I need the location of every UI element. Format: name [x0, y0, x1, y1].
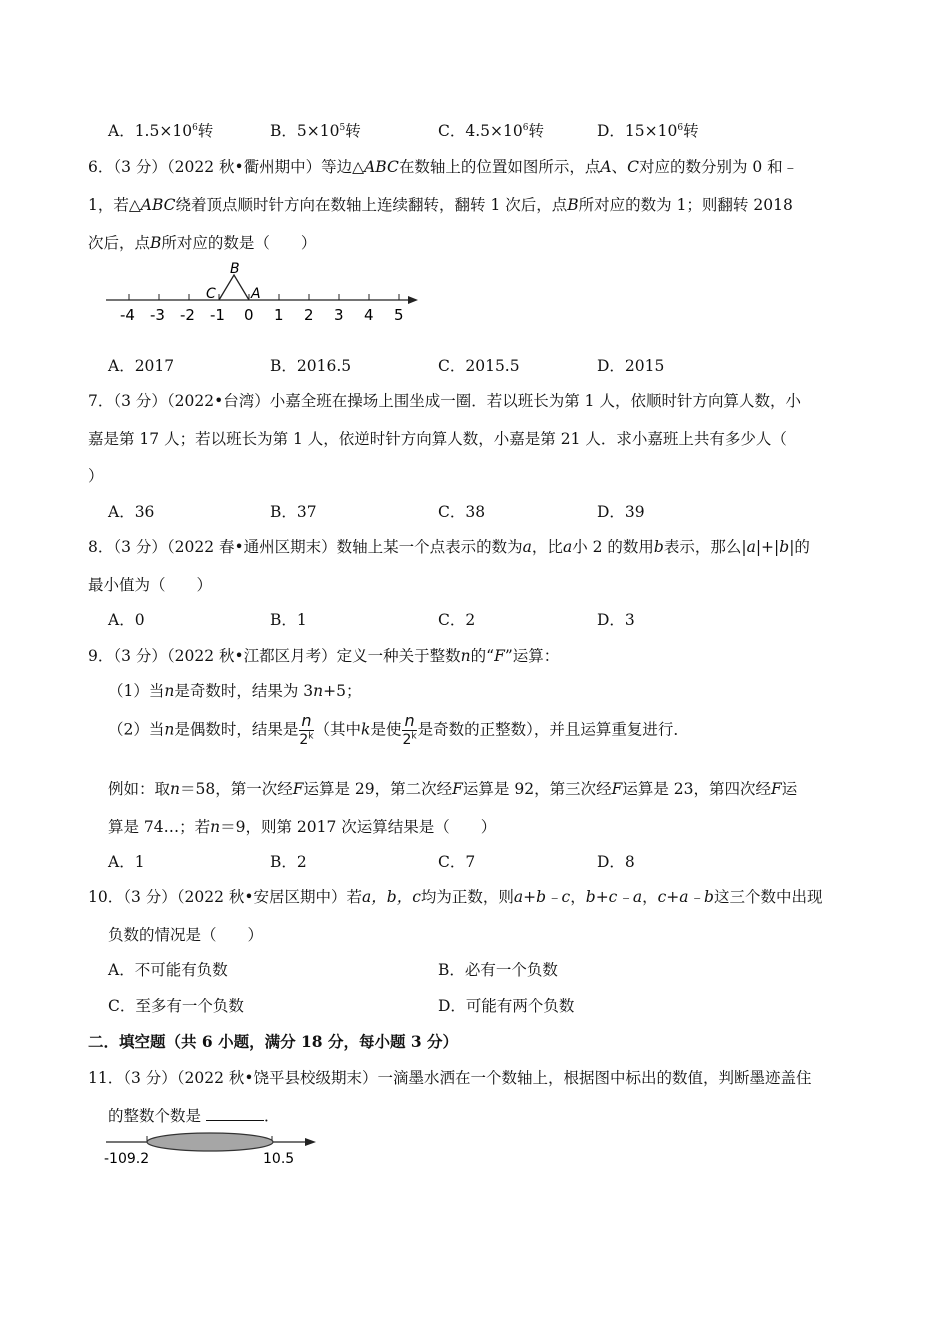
- q9-option-d: D．8: [597, 853, 635, 871]
- q6-option-b: B．2016.5: [270, 357, 352, 375]
- q8-option-b: B．1: [270, 611, 307, 629]
- q7-option-c: C．38: [438, 503, 486, 521]
- q6-option-d: D．2015: [597, 357, 665, 375]
- label-b: B: [230, 261, 240, 277]
- q6-line-3: 次后，点B所对应的数是（ ）: [88, 234, 317, 252]
- q8-line-2: 最小值为（ ）: [88, 576, 213, 594]
- q8-line-1: 8．（3 分）（2022 春•通州区期末）数轴上某一个点表示的数为a，比a小 2 的数用b表示，那么|a|+|b|的: [88, 538, 810, 556]
- q11-ink-figure: [100, 1130, 330, 1168]
- q6-line-2: 1，若△ABC绕着顶点顺时针方向在数轴上连续翻转，翻转 1 次后，点B所对应的数为 1；则翻转 2018: [88, 196, 793, 214]
- axis-arrow: [408, 296, 418, 304]
- q6-option-a: A．2017: [108, 357, 175, 375]
- section-2-heading: 二．填空题（共 6 小题，满分 18 分，每小题 3 分）: [88, 1032, 459, 1051]
- q7-option-d: D．39: [597, 503, 645, 521]
- q6-number-line-figure: [100, 258, 430, 328]
- tick-label: -2: [180, 306, 195, 324]
- q9-example-line-2: 算是 74…；若n＝9，则第 2017 次运算结果是（ ）: [108, 818, 497, 836]
- q5-option-d: D．$15\times 10^6$转: [597, 122, 699, 140]
- q9-option-a: A．1: [108, 853, 145, 871]
- q7-line-1: 7．（3 分）（2022•台湾）小嘉全班在操场上围坐成一圈．若以班长为第 1 人，依顺时针方向算人数，小: [88, 392, 801, 410]
- q6-option-c: C．2015.5: [438, 357, 520, 375]
- q6-line-1: 6．（3 分）（2022 秋•衢州期中）等边△ABC在数轴上的位置如图所示，点A、C对应的数分别为 0 和﹣: [88, 158, 799, 176]
- q10-line-1: 10．（3 分）（2022 秋•安居区期中）若a，b，c均为正数，则a+b﹣c，b+c﹣a，c+a﹣b这三个数中出现: [88, 888, 823, 906]
- q10-option-d: D．可能有两个负数: [438, 997, 575, 1015]
- q9-option-c: C．7: [438, 853, 476, 871]
- q9-case-1: （1）当n是奇数时，结果为 3n+5；: [108, 682, 362, 700]
- fraction-n-over-2k: $\frac{n}{2^k}$: [402, 711, 417, 748]
- q7-line-3: ）: [88, 467, 104, 485]
- q10-option-b: B．必有一个负数: [438, 961, 558, 979]
- q5-option-b: B．$5\times 10^5$转: [270, 122, 361, 140]
- q5-option-c: C．$4.5\times 10^6$转: [438, 122, 544, 140]
- q7-option-b: B．37: [270, 503, 317, 521]
- ink-blot: [147, 1133, 273, 1151]
- right-value-label: 10.5: [263, 1151, 295, 1167]
- tick-label: 1: [274, 306, 284, 324]
- q9-line-1: 9．（3 分）（2022 秋•江都区月考）定义一种关于整数n的“F”运算：: [88, 647, 560, 665]
- triangle-abc: [219, 275, 249, 300]
- q11-line-1: 11．（3 分）（2022 秋•饶平县校级期末）一滴墨水洒在一个数轴上，根据图中标出的数值，判断墨迹盖住: [88, 1069, 812, 1087]
- tick-label: -4: [120, 306, 135, 324]
- q10-option-c: C．至多有一个负数: [108, 997, 244, 1015]
- tick-label: 3: [334, 306, 344, 324]
- q11-line-2: 的整数个数是 ．: [108, 1107, 280, 1125]
- label-a: A: [251, 286, 261, 302]
- q10-line-2: 负数的情况是（ ）: [108, 926, 264, 944]
- answer-blank[interactable]: [206, 1106, 264, 1121]
- tick-label: 5: [394, 306, 404, 324]
- q7-line-2: 嘉是第 17 人；若以班长为第 1 人，依逆时针方向算人数，小嘉是第 21 人．求小嘉班上共有多少人（: [88, 430, 787, 448]
- left-value-label: -109.2: [104, 1151, 150, 1167]
- fraction-n-over-2k: $\frac{n}{2^k}$: [299, 711, 314, 748]
- label-c: C: [206, 286, 216, 302]
- q9-option-b: B．2: [270, 853, 307, 871]
- q5-option-a: A．$1.5\times 10^6$转: [108, 122, 214, 140]
- axis-arrow: [305, 1138, 316, 1146]
- q8-option-c: C．2: [438, 611, 476, 629]
- q8-option-d: D．3: [597, 611, 635, 629]
- q7-option-a: A．36: [108, 503, 155, 521]
- tick-label: 4: [364, 306, 374, 324]
- q8-option-a: A．0: [108, 611, 145, 629]
- tick-label: 0: [244, 306, 254, 324]
- q9-example-line-1: 例如：取n＝58，第一次经F运算是 29，第二次经F运算是 92，第三次经F运算是 23，第四次经F运: [108, 780, 798, 798]
- q9-case-2: （2）当n是偶数时，结果是 $\frac{n}{2^k}$ （其中k是使 $\frac{n}{2^k}$ 是奇数的正整数），并且运算重复进行．: [108, 711, 689, 748]
- tick-label: -3: [150, 306, 165, 324]
- tick-label: -1: [210, 306, 225, 324]
- q10-option-a: A．不可能有负数: [108, 961, 228, 979]
- tick-label: 2: [304, 306, 314, 324]
